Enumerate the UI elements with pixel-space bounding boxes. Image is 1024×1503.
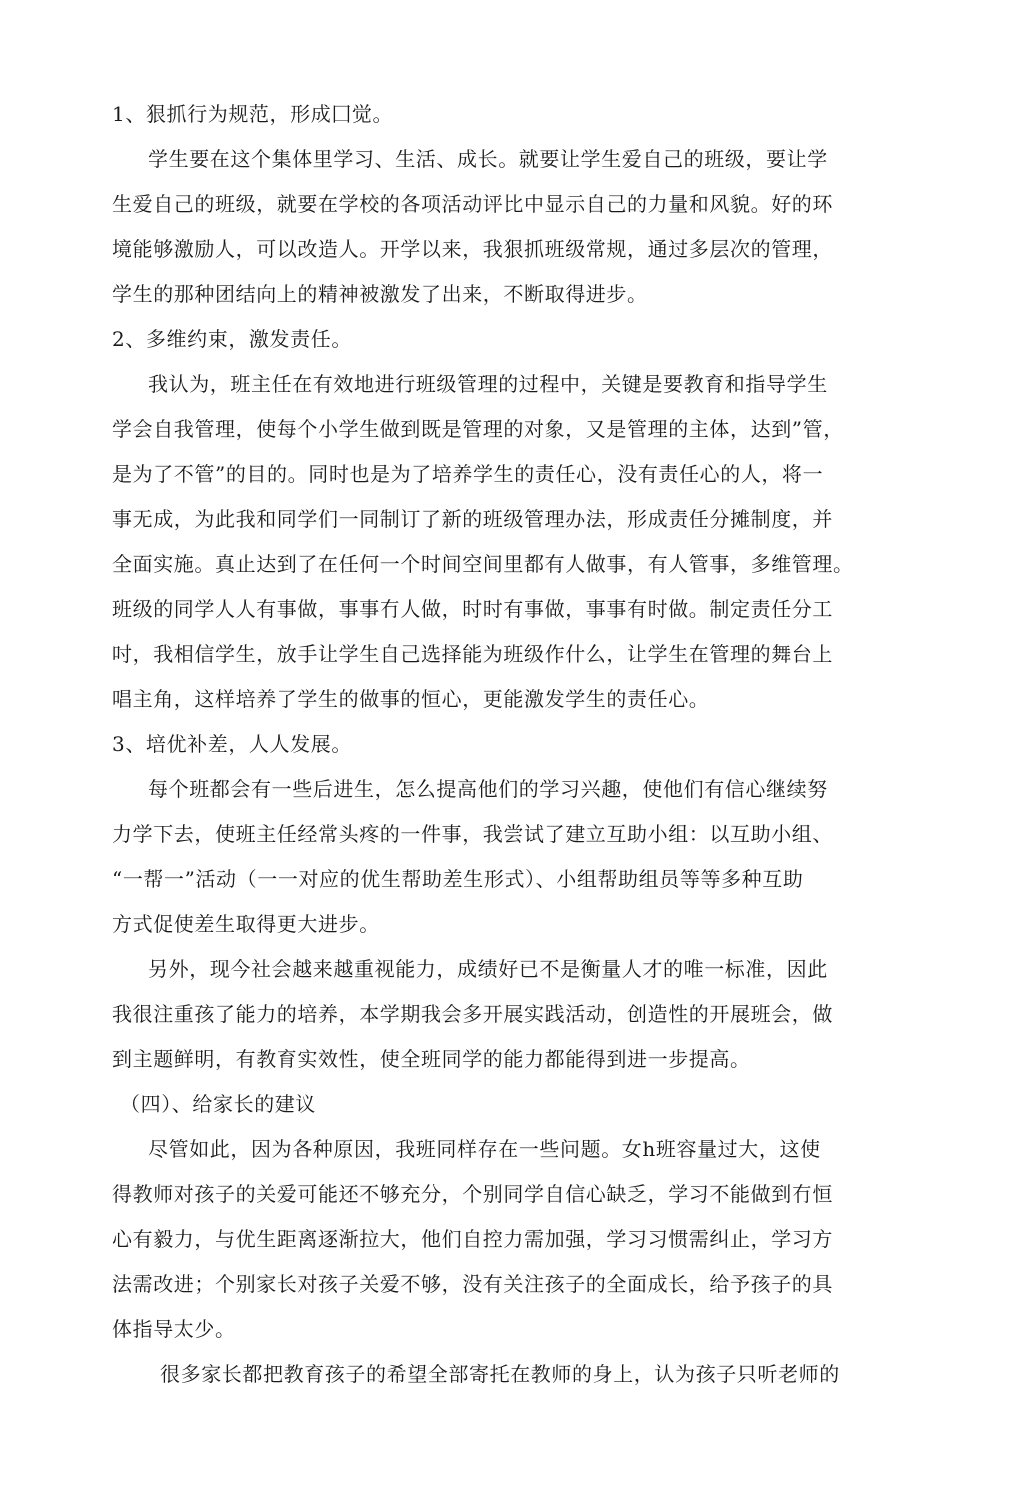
paragraph-line: “一帮一”活动（一一对应的优生帮助差生形式）、小组帮助组员等等多种互助 bbox=[112, 867, 804, 891]
paragraph-line: 全面实施。真止达到了在任何一个时间空间里都有人做事，有人管事，多维管理。 bbox=[112, 552, 854, 576]
paragraph-line: 每个班都会有一些后进生，怎么提高他们的学习兴趣，使他们有信心继续努 bbox=[148, 777, 828, 801]
paragraph-line: 力学下去，使班主任经常头疼的一件事，我尝试了建立互助小组：以互助小组、 bbox=[112, 822, 833, 846]
paragraph-line: 法需改进；个别家长对孩子关爱不够，没有关注孩子的全面成长，给予孩子的具 bbox=[112, 1272, 833, 1296]
paragraph-line: 另外，现今社会越来越重视能力，成绩好已不是衡量人才的唯一标准，因此 bbox=[148, 957, 828, 981]
heading-1: 1、狠抓行为规范，形成囗觉。 bbox=[112, 102, 394, 126]
paragraph-line: 很多家长都把教育孩子的希望全部寄托在教师的身上，认为孩子只听老师的 bbox=[160, 1362, 840, 1386]
paragraph-line: 是为了不管”的目的。同时也是为了培养学生的责任心，没有责任心的人，将一 bbox=[112, 462, 824, 486]
paragraph-line: 唱主角，这样培养了学生的做事的恒心，更能激发学生的责任心。 bbox=[112, 687, 710, 711]
paragraph-line: 方式促使差生取得更大进步。 bbox=[112, 912, 380, 936]
paragraph-line: 心有毅力，与优生距离逐渐拉大，他们自控力需加强，学习习惯需纠止，学习方 bbox=[112, 1227, 833, 1251]
paragraph-line: 吋，我相信学生，放手让学生自己选择能为班级作什么，让学生在管理的舞台上 bbox=[112, 642, 833, 666]
paragraph-line: 学生的那种团结向上的精神被激发了出来，不断取得进步。 bbox=[112, 282, 648, 306]
paragraph-line: 体指导太少。 bbox=[112, 1317, 236, 1341]
section-heading: （四）、给家长的建议 bbox=[120, 1092, 316, 1116]
paragraph-line: 学会自我管理，使每个小学生做到既是管理的对象，又是管理的主体，达到”管， bbox=[112, 417, 844, 441]
paragraph-line: 事无成，为此我和同学们一同制订了新的班级管理办法，形成责任分摊制度，并 bbox=[112, 507, 833, 531]
paragraph-line: 我很注重孩了能力的培养，本学期我会多开展实践活动，创造性的开展班会，做 bbox=[112, 1002, 833, 1026]
paragraph-line: 生爱自己的班级，就要在学校的各项活动评比中显示自己的力量和风貌。好的环 bbox=[112, 192, 833, 216]
heading-3: 3、培优补差，人人发展。 bbox=[112, 732, 352, 756]
paragraph-line: 我认为，班主任在有效地进行班级管理的过程中，关键是要教育和指导学生 bbox=[148, 372, 828, 396]
paragraph-line: 境能够激励人，可以改造人。开学以来，我狠抓班级常规，通过多层次的管理， bbox=[112, 237, 833, 261]
heading-2: 2、多维约束，激发责任。 bbox=[112, 327, 352, 351]
paragraph-line: 尽管如此，因为各种原因，我班同样存在一些问题。女h班容量过大，这使 bbox=[148, 1137, 821, 1161]
paragraph-line: 学生要在这个集体里学习、生活、成长。就要让学生爱自己的班级，要让学 bbox=[148, 147, 828, 171]
paragraph-line: 得教师对孩子的关爱可能还不够充分，个别同学自信心缺乏，学习不能做到冇恒 bbox=[112, 1182, 833, 1206]
paragraph-line: 班级的同学人人有事做，事事冇人做，时时有事做，事事有时做。制定责任分工 bbox=[112, 597, 833, 621]
paragraph-line: 到主题鲜明，有教育实效性，使全班同学的能力都能得到进一步提高。 bbox=[112, 1047, 751, 1071]
